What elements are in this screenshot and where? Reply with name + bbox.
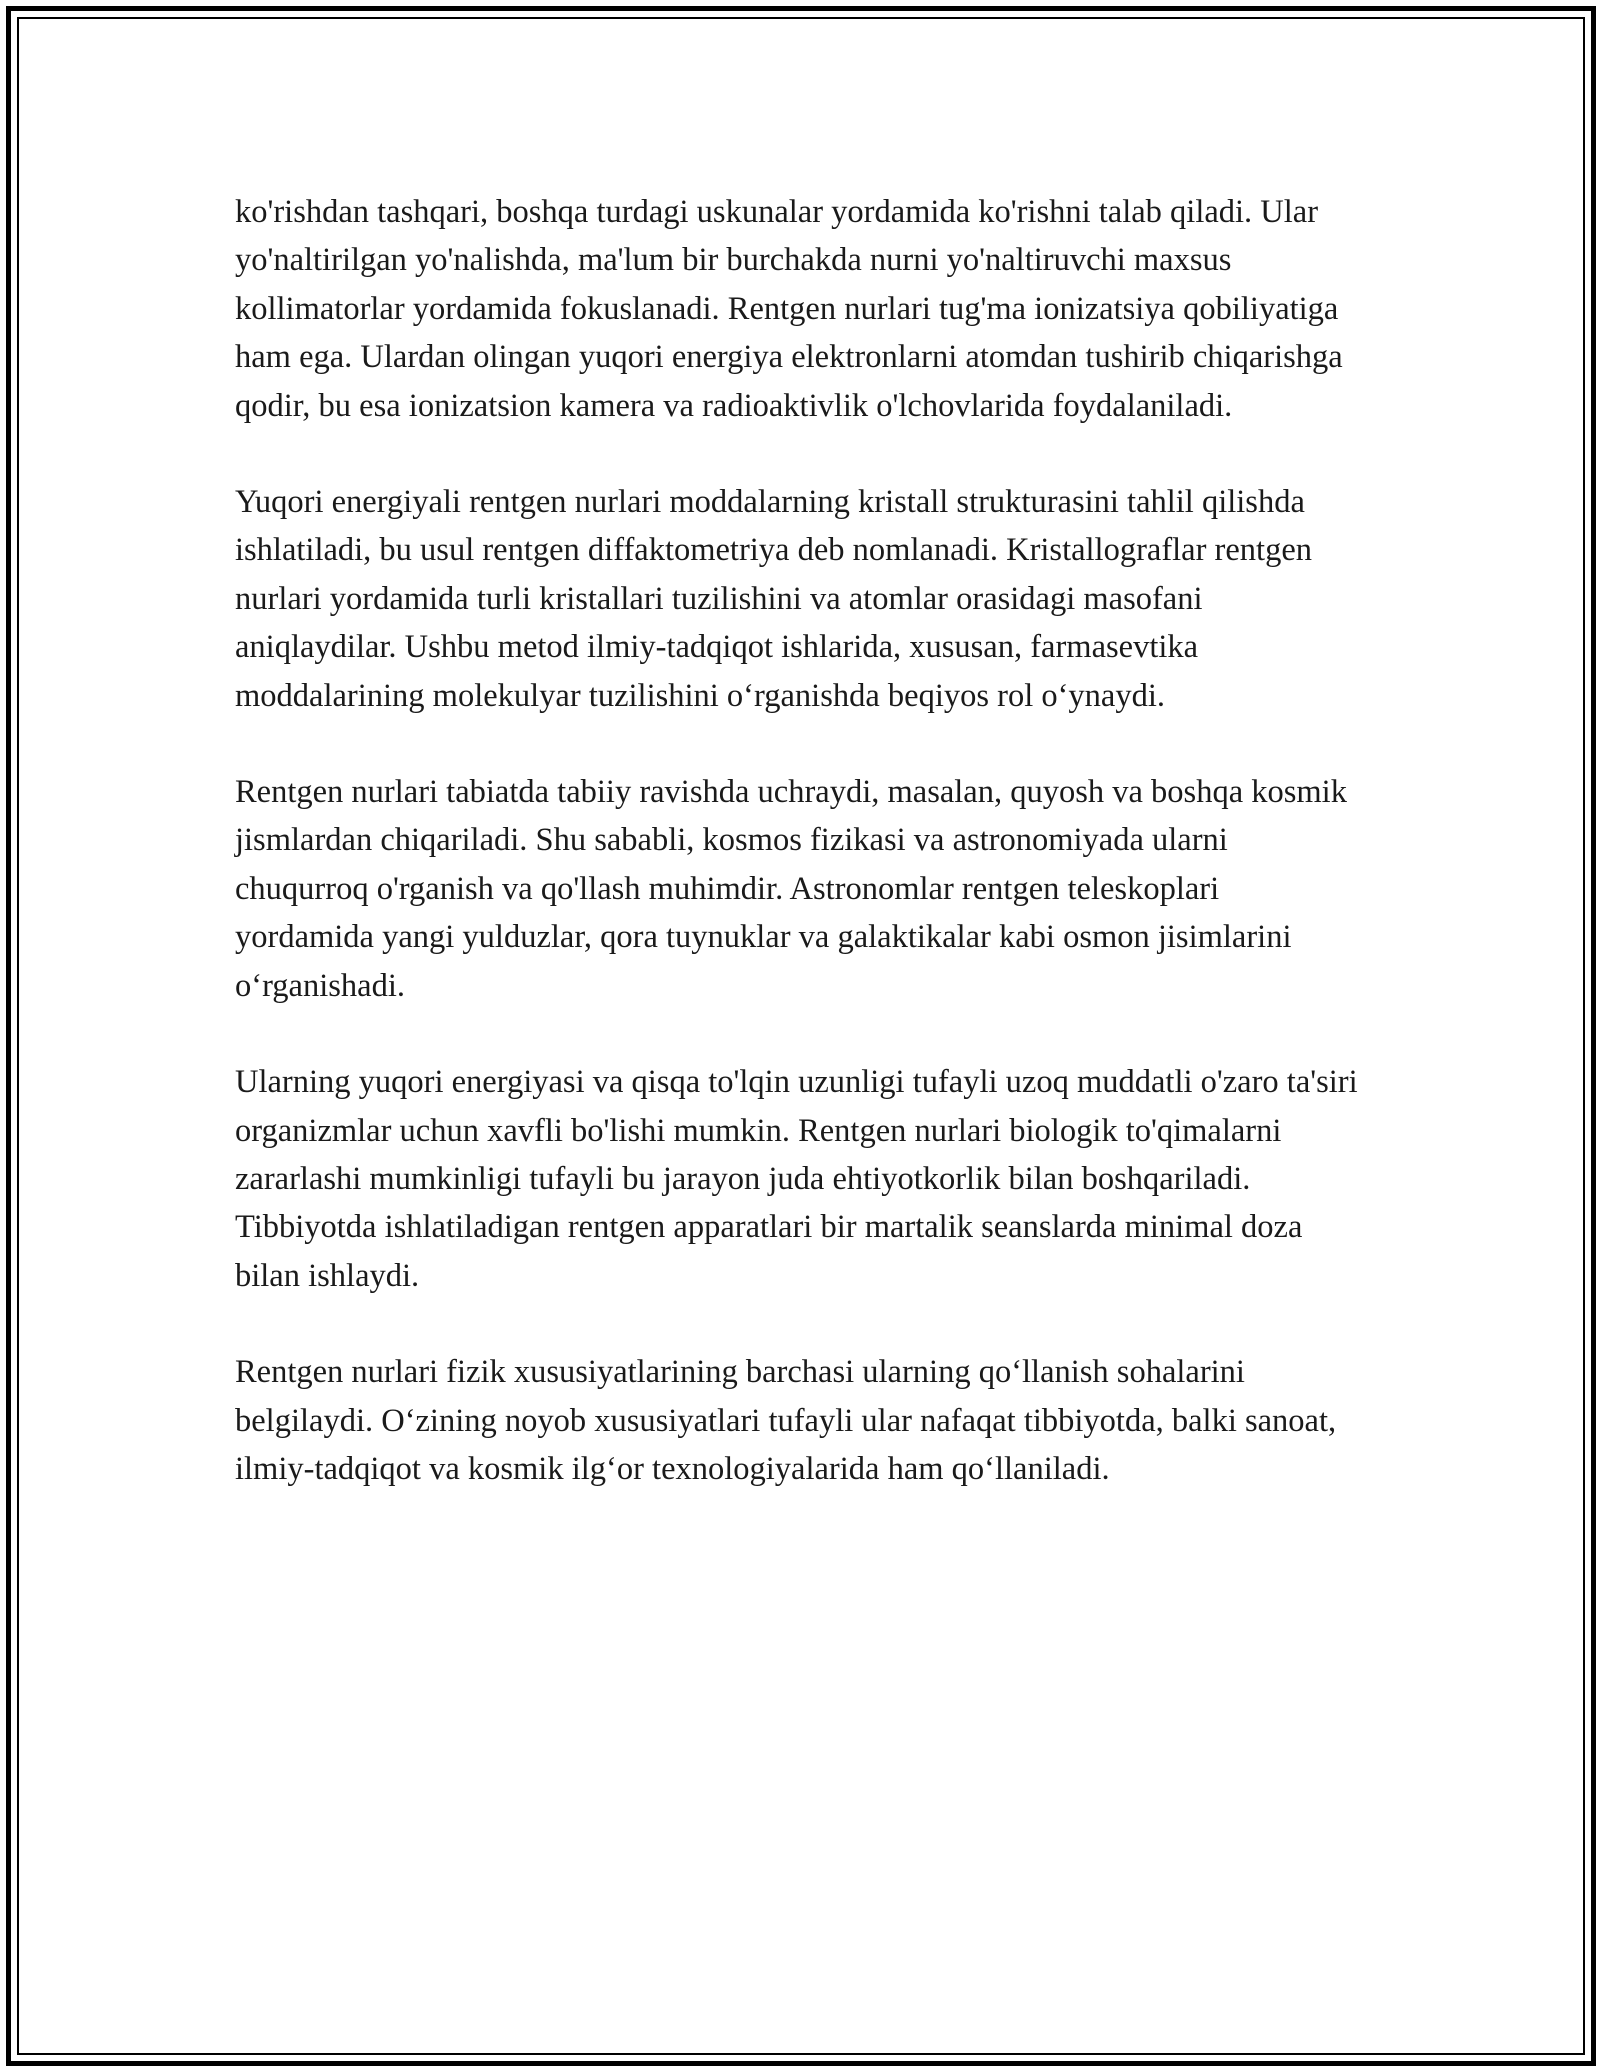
paragraph-astronomy: Rentgen nurlari tabiatda tabiiy ravishda uchraydi, masalan, quyosh va boshqa kosmik jismlardan chiqariladi. Shu sababli, kosmos fizikasi va astronomiyada ularni chuqurroq o'rganish va qo'llash muhimdir. Astronomlar rentgen teleskoplari yordamida yangi yulduzlar, qora tuynuklar va galaktikalar kabi osmon jisimlarini o‘rganishadi. [235, 774, 1347, 1004]
paragraph-applications: Rentgen nurlari fizik xususiyatlarining barchasi ularning qo‘llanish sohalarini belgilaydi. O‘zining noyob xususiyatlari tufayli ular nafaqat tibbiyotda, balki sanoat, ilmiy-tadqiqot va kosmik ilg‘or texnologiyalarida ham qo‘llaniladi. [235, 1354, 1337, 1487]
paragraph-crystallography: Yuqori energiyali rentgen nurlari moddalarning kristall strukturasini tahlil qilishda ishlatiladi, bu usul rentgen diffaktometriya deb nomlanadi. Kristallograflar rentgen nurlari yordamida turli kristallari tuzilishini va atomlar orasidagi masofani aniqlaydilar. Ushbu metod ilmiy-tadqiqot ishlarida, xususan, farmasevtika moddalarining molekulyar tuzilishini o‘rganishda beqiyos rol o‘ynaydi. [235, 484, 1313, 714]
paragraph-collimation: ko'rishdan tashqari, boshqa turdagi uskunalar yordamida ko'rishni talab qiladi. Ular yo'naltirilgan yo'nalishda, ma'lum bir burchakda nurni yo'naltiruvchi maxsus kollimatorlar yordamida fokuslanadi. Rentgen nurlari tug'ma ionizatsiya qobiliyatiga ham ega. Ulardan olingan yuqori energiya elektronlarni atomdan tushirib chiqarishga qodir, bu esa ionizatsion kamera va radioaktivlik o'lchovlarida foydalaniladi. [235, 194, 1343, 424]
document-body [235, 188, 1365, 1541]
paragraph-safety: Ularning yuqori energiyasi va qisqa to'lqin uzunligi tufayli uzoq muddatli o'zaro ta'siri organizmlar uchun xavfli bo'lishi mumkin. Rentgen nurlari biologik to'qimalarni zararlashi mumkinligi tufayli bu jarayon juda ehtiyotkorlik bilan boshqariladi. Tibbiyotda ishlatiladigan rentgen apparatlari bir martalik seanslarda minimal doza bilan ishlaydi. [235, 1064, 1358, 1294]
